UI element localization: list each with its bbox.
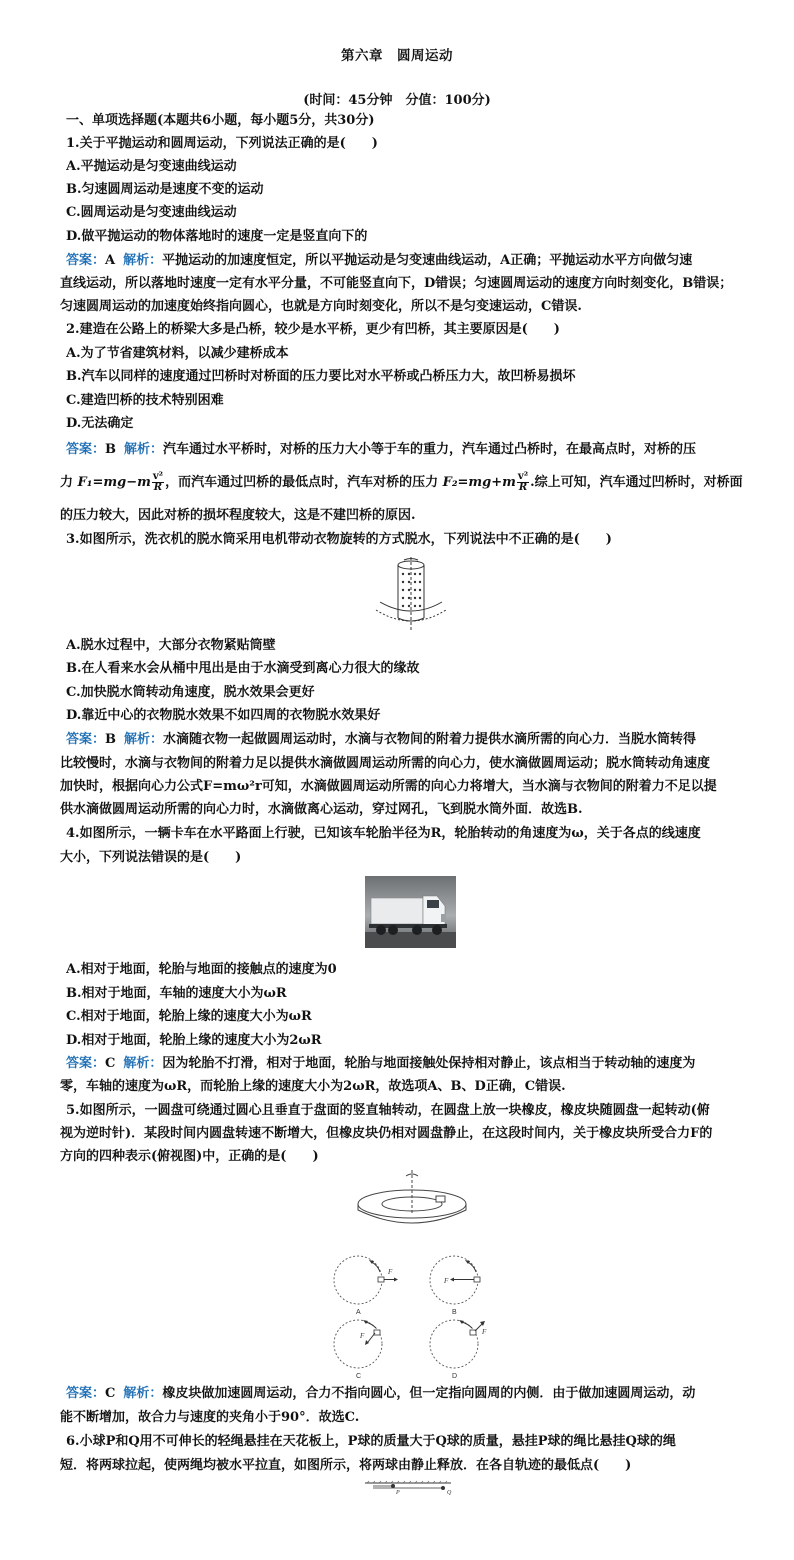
answer-value: A: [105, 253, 116, 268]
analysis-label: 解析：: [123, 253, 163, 268]
q3-option-a: A.脱水过程中，大部分衣物紧贴筒壁: [66, 638, 276, 653]
answer-value: C: [105, 1056, 116, 1071]
fraction-numerator: v²: [152, 471, 164, 482]
answer-label: 答案：: [66, 1056, 106, 1071]
q4-option-c: C.相对于地面，轮胎上缘的速度大小为ωR: [66, 1009, 312, 1024]
fraction-numerator: v²: [517, 471, 529, 482]
analysis-text: 汽车通过水平桥时，对桥的压力大小等于车的重力，汽车通过凸桥时，在最高点时，对桥的压: [163, 442, 697, 457]
q3-option-d: D.靠近中心的衣物脱水效果不如四周的衣物脱水效果好: [66, 708, 381, 723]
q3-option-c: C.加快脱水筒转动角速度，脱水效果会更好: [66, 685, 315, 700]
q4-option-d: D.相对于地面，轮胎上缘的速度大小为2ωR: [66, 1033, 322, 1048]
analysis-label: 解析：: [124, 442, 164, 457]
q3-analysis-line: 供水滴做圆周运动所需的向心力时，水滴做离心运动，穿过网孔，飞到脱水筒外面．故选B.: [60, 802, 583, 817]
q2-analysis-formula-line: [60, 471, 760, 495]
q5-stem: 5.如图所示，一圆盘可绕通过圆心且垂直于盘面的竖直轴转动，在圆盘上放一块橡皮，橡皮块随圆盘一起转动(俯: [66, 1103, 710, 1118]
option-a-diagram: [328, 1252, 398, 1316]
answer-label: 答案：: [66, 1386, 106, 1401]
force-label: F: [444, 1277, 449, 1285]
fraction-v2-over-r: [152, 472, 164, 493]
analysis-text: ，而汽车通过凹桥的最低点时，汽车对桥的压力: [165, 475, 439, 490]
fraction-v2-over-r: [517, 472, 529, 493]
q1-option-d: D.做平抛运动的物体落地时的速度一定是竖直向下的: [66, 229, 368, 244]
fraction-denominator: R: [153, 482, 163, 493]
q2-option-c: C.建造凹桥的技术特别困难: [66, 393, 224, 408]
option-b-diagram: [418, 1252, 488, 1316]
q1-analysis-line: 匀速圆周运动的加速度始终指向圆心，也就是方向时刻变化，所以不是匀变速运动，C错误.: [60, 299, 582, 314]
label-p: P: [396, 1490, 400, 1496]
force-label: F: [388, 1268, 393, 1276]
answer-label: 答案：: [66, 253, 106, 268]
q6-stem-cont: 短．将两球拉起，使两绳均被水平拉直，如图所示，将两球由静止释放．在各自轨迹的最低点( ): [60, 1458, 632, 1473]
analysis-text: .综上可知，汽车通过凹桥时，对桥面: [530, 475, 743, 490]
q2-option-a: A.为了节省建筑材料，以减少建桥成本: [66, 346, 289, 361]
force-label: F: [360, 1332, 365, 1340]
q2-answer: [66, 440, 756, 460]
analysis-text: 橡皮块做加速圆周运动，合力不指向圆心，但一定指向圆周的内侧．由于做加速圆周运动，动: [162, 1386, 696, 1401]
q4-option-a: A.相对于地面，轮胎与地面的接触点的速度为0: [66, 962, 337, 977]
answer-label: 答案：: [66, 442, 106, 457]
q3-stem: 3.如图所示，洗衣机的脱水筒采用电机带动衣物旋转的方式脱水，下列说法中不正确的是( ): [66, 532, 612, 547]
q1-stem: 1.关于平抛运动和圆周运动，下列说法正确的是( ): [66, 136, 378, 151]
analysis-text: 因为轮胎不打滑，相对于地面，轮胎与地面接触处保持相对静止，该点相当于转动轴的速度为: [162, 1056, 696, 1071]
q3-option-b: B.在人看来水会从桶中甩出是由于水滴受到离心力很大的缘故: [66, 661, 420, 676]
q5-stem-cont: 视为逆时针)．某段时间内圆盘转速不断增大，但橡皮块仍相对圆盘静止，在这段时间内，关于橡皮块所受合力F的: [60, 1126, 713, 1141]
option-c-diagram: [328, 1316, 398, 1380]
answer-value: B: [105, 442, 117, 457]
q2-stem: 2.建造在公路上的桥梁大多是凸桥，较少是水平桥，更少有凹桥，其主要原因是( ): [66, 322, 560, 337]
formula-f2: F₂=mg+m: [442, 475, 516, 490]
chapter-title: 第六章 圆周运动: [341, 48, 453, 64]
q1-option-b: B.匀速圆周运动是速度不变的运动: [66, 182, 264, 197]
analysis-label: 解析：: [123, 1056, 163, 1071]
q4-option-b: B.相对于地面，车轴的速度大小为ωR: [66, 986, 287, 1001]
q4-stem: 4.如图所示，一辆卡车在水平路面上行驶，已知该车轮胎半径为R，轮胎转动的角速度为ω，关于各点的线速度: [66, 826, 701, 841]
option-label: B: [452, 1309, 457, 1316]
option-label: A: [356, 1309, 361, 1316]
q3-answer: [66, 730, 756, 750]
q5-answer: [66, 1384, 756, 1404]
analysis-text: 力: [60, 475, 74, 490]
q2-analysis-line: 的压力较大，因此对桥的损坏程度较大，这是不建凹桥的原因.: [60, 508, 416, 523]
rotating-disk-figure: [352, 1170, 472, 1234]
q3-analysis-line: 比较慢时，水滴与衣物间的附着力足以提供水滴做圆周运动所需的向心力，使水滴做圆周运动；脱水筒转动角速度: [60, 756, 711, 771]
answer-value: C: [105, 1386, 116, 1401]
section-heading: 一、单项选择题(本题共6小题，每小题5分，共30分): [66, 113, 375, 128]
analysis-label: 解析：: [123, 1386, 163, 1401]
q5-analysis-line: 能不断增加，故合力与速度的夹角小于90°．故选C.: [60, 1410, 360, 1425]
q1-option-c: C.圆周运动是匀变速曲线运动: [66, 205, 237, 220]
q4-stem-cont: 大小，下列说法错误的是( ): [60, 850, 242, 865]
q1-answer: [66, 251, 756, 271]
q2-option-b: B.汽车以同样的速度通过凹桥时对桥面的压力要比对水平桥或凸桥压力大，故凹桥易损坏: [66, 369, 576, 384]
analysis-text: 水滴随衣物一起做圆周运动时，水滴与衣物间的附着力提供水滴所需的向心力．当脱水筒转得: [163, 732, 697, 747]
formula-f1: F₁=mg−m: [77, 475, 151, 490]
q1-option-a: A.平抛运动是匀变速曲线运动: [66, 159, 237, 174]
force-label: F: [482, 1328, 487, 1336]
exam-info: (时间：45分钟 分值：100分): [303, 93, 491, 108]
pendulum-figure: [363, 1480, 459, 1496]
spin-dryer-figure: [374, 556, 448, 632]
q4-analysis-line: 零，车轴的速度为ωR，而轮胎上缘的速度大小为2ωR，故选项A、B、D正确，C错误.: [60, 1079, 566, 1094]
option-d-diagram: [418, 1316, 488, 1380]
q5-stem-cont: 方向的四种表示(俯视图)中，正确的是( ): [60, 1149, 319, 1164]
option-label: C: [356, 1373, 362, 1380]
q4-answer: [66, 1054, 756, 1074]
q6-stem: 6.小球P和Q用不可伸长的轻绳悬挂在天花板上，P球的质量大于Q球的质量，悬挂P球的绳比悬挂Q球的绳: [66, 1434, 676, 1449]
analysis-label: 解析：: [124, 732, 164, 747]
answer-value: B: [105, 732, 117, 747]
q2-option-d: D.无法确定: [66, 416, 134, 431]
q3-analysis-line: 加快时，根据向心力公式F=mω²r可知，水滴做圆周运动所需的向心力将增大，当水滴与衣物间的附着力不足以提: [60, 779, 717, 794]
answer-label: 答案：: [66, 732, 106, 747]
q1-analysis-line: 直线运动，所以落地时速度一定有水平分量，不可能竖直向下，D错误；匀速圆周运动的速度方向时刻变化，B错误；: [60, 276, 733, 291]
label-q: Q: [447, 1490, 452, 1496]
truck-photo: [365, 876, 456, 948]
option-label: D: [452, 1373, 458, 1380]
fraction-denominator: R: [518, 482, 528, 493]
analysis-text: 平抛运动的加速度恒定，所以平抛运动是匀变速曲线运动，A正确；平抛运动水平方向做匀速: [162, 253, 693, 268]
